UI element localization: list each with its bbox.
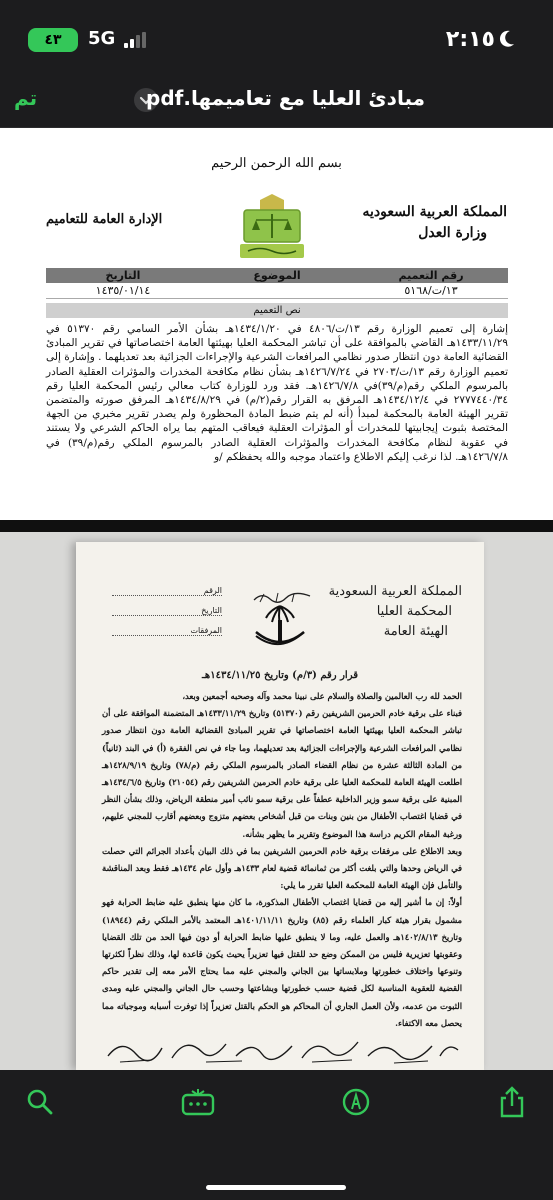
table-header-cell: رقم التعميم: [398, 269, 464, 282]
scanned-paper: [76, 542, 484, 1070]
done-button[interactable]: تم: [14, 86, 38, 110]
bottom-toolbar: [0, 1070, 553, 1200]
paragraph: فبناء على برقية خادم الحرمين الشريفين رقم (٥١٣٧٠) وتاريخ ١٤٣٣/١١/٢٩هـ المتضمنة الموافقة على أن تباشر المحكمة العليا بهيئتها العامة اختصاصاتها في تقرير المبادئ القضائية العامة دون انتظار صدور نظامي المرافعات الشرعية والإجراءات الجزائية بعد تعديلهما، وما جاء في نص الفقرة (أ) في البند (ثانياً) من المادة الثالثة عشرة من نظام القضاء الصادر بالمرسوم الملكي رقم (م/٧٨) وتاريخ ١٤٢٨/٩/١٩هـ اطلعت الهيئة العامة للمحكمة العليا على برقية خادم الحرمين الشريفين رقم (٢١٠٥٤) وتاريخ ١٤٣٤/٦/٥هـ المبنية على برقية سمو وزير الداخلية عطفاً على برقية سمو نائب أمير منطقة الرياض، وذلك بشأن النظر في قضايا اغتصاب الأطفال من بنين وبنات من قبل أشخاص بعضهم متزوج وبعضهم أقارب للمجني عليهم، ورغبة المقام الكريم دراسة هذا الموضوع وتقرير ما يظهر بشأنه.: [102, 708, 463, 839]
document-title[interactable]: مبادئ العليا مع تعاميمها.pdf: [146, 86, 425, 110]
number-field: الرقم: [112, 586, 222, 596]
department-heading: الإدارة العامة للتعاميم: [46, 212, 163, 227]
share-icon[interactable]: [492, 1082, 532, 1122]
document-navbar: [0, 80, 553, 128]
table-cell: ١٤٣٥/٠١/١٤: [95, 284, 151, 297]
palm-swords-emblem-icon: [248, 602, 312, 658]
search-icon[interactable]: [20, 1082, 60, 1122]
signal-icon: [124, 32, 148, 48]
table-cell: ١٣/ت/٥١٦٨: [404, 284, 458, 297]
paragraph: أولاً: إن ما أشير إليه من قضايا اغتصاب الأطفال المذكورة، ما كان منها ينطبق عليه ضابط الحرابة فهو مشمول بقرار هيئة كبار العلماء رقم (٨٥) وتاريخ ١٤٠١/١١/١١هـ المعتمد بالأمر الملكي رقم (١٨٩٤٤) وتاريخ ١٤٠٢/٨/١٣هـ والعمل عليه، وما لا ينطبق عليها ضابط الحرابة أو دون فيها الحد من تلك القضايا وعقوبتها تعزيرية فليس من الممكن وضع حد للقتل فيها تعزيراً يحيث يكون قاعدة لها، وذلك نظراً لكثرتها وتنوعها واختلاف خطورتها وملابساتها بين الجاني والمجني عليه مما يحتاج الأمر معه إلى تقدير حاكم القضية للعقوبة المناسبة لكل قضية حسب خطورتها وبشاعتها وحسب حال الجاني والمجني عليه ومدى الثبوت من عدمه، ولأن العمل الجاري أن المحاكم هو الحكم بالقتل تعزيراً إذا توفرت أسبابه وموجباته مما يحصل معه الاكتفاء.: [102, 897, 463, 1028]
moon-icon: [499, 30, 515, 48]
ministry-logo-icon: [232, 190, 312, 262]
home-indicator[interactable]: [206, 1185, 346, 1190]
court-heading: المحكمة العليا: [376, 604, 452, 619]
circular-table: [46, 268, 508, 464]
table-header-cell: التاريخ: [105, 269, 141, 282]
table-header-cell: الموضوع: [253, 269, 301, 282]
pdf-page-circular: [0, 128, 553, 520]
basmala: بسم الله الرحمن الرحيم: [211, 156, 342, 171]
status-bar: [0, 0, 553, 80]
table-row: [46, 283, 508, 299]
paragraph: الحمد لله رب العالمين والصلاة والسلام على نبينا محمد وآله وصحبه أجمعين وبعد،: [182, 691, 462, 701]
clock-time: ٢:١٥: [445, 27, 495, 52]
attachments-field: المرفقات: [112, 626, 222, 636]
network-label: 5G: [88, 28, 116, 49]
paragraph: وبعد الاطلاع على مرفقات برقية خادم الحرمين الشريفين بما في ذلك البيان بأعداد الجرائم التي حصلت في الرياض وحدها والتي بلغت أكثر من ثمانمائة قضية لعام ١٤٣٣هـ وأول عام ١٤٣٤هـ فقط وبعد المناقشة والتأمل فإن الهيئة العامة للمحكمة العليا تقرر ما يلي:: [102, 845, 462, 891]
circular-text-label: نص التعميم: [46, 303, 508, 318]
ministry-heading: وزارة العدل: [418, 225, 487, 241]
date-field: التاريخ: [112, 606, 222, 616]
signatures-icon: [102, 1032, 462, 1066]
pdf-page-scan: [0, 532, 553, 1070]
annotations-icon[interactable]: [178, 1082, 218, 1122]
general-body-heading: الهيئة العامة: [383, 624, 448, 639]
circular-body: [46, 322, 508, 464]
table-header-row: [46, 268, 508, 283]
kingdom-heading: المملكة العربية السعوديه: [362, 204, 507, 220]
markup-pen-icon[interactable]: [336, 1082, 376, 1122]
decision-body: [102, 688, 462, 1032]
battery-indicator: ٤٣: [28, 28, 78, 52]
table-cell: [200, 283, 354, 298]
kingdom-heading: المملكة العربية السعودية: [328, 584, 462, 599]
paragraph: إشارة إلى تعميم الوزارة رقم ١٣/ت/٤٨٠٦ في ١٤٣٤/١/٢٠هـ بشأن الأمر السامي رقم ٥١٣٧٠ في ١٤٣٣/١١/٢٩هـ القاضي بالموافقة على أن تباشر المحكمة العليا بهيئتها العامة اختصاصاتها في تقرير المبادئ القضائية العامة دون انتظار صدور نظامي المرافعات الشرعية والإجراءات الجزائية بعد تعديلهما . وإشارة إلى تعميم الوزارة رقم ١٣/ت/٢٧٠٣ في ١٤٢٦/٧/٢٤هـ بشأن نظام مكافحة المخدرات والمؤثرات العقلية الصادر بالمرسوم الملكي رقم(م/٣٩)في ١٤٢٦/٧/٨هـ. فقد ورد للوزارة كتاب معالي رئيس المحكمة العليا رقم ٢٧٧٧٤٤٠/٣٤ في ١٤٣٤/١٢/٤هـ المرفق به القرار رقم(٢/م) في ١٤٣٤/٨/٢٩هـ المرفق صورته والمتضمن تقرير الهيئة العامة بالمحكمة لمبدأ (أنه لم يتم ضبط المادة المحظورة ولم يصدر تقرير مخبري من الجهة المختصة بثبوت إيجابيتها للمخدرات أو المؤثرات العقلية فيعاقب المتهم بما يراه الحاكم الشرعي ولا يستند في عقوبة لنظام مكافحة المخدرات والمؤثرات العقلية الصادر بالمرسوم الملكي رقم(م/٣٩) في ١٤٢٦/٧/٨هـ. لذا نرغب إليكم الاطلاع واعتماد موجبه والله يحفظكم /و: [46, 323, 509, 463]
decision-title: قرار رقم (٣/م) وتاريخ ١٤٣٤/١١/٢٥هـ: [202, 670, 358, 681]
